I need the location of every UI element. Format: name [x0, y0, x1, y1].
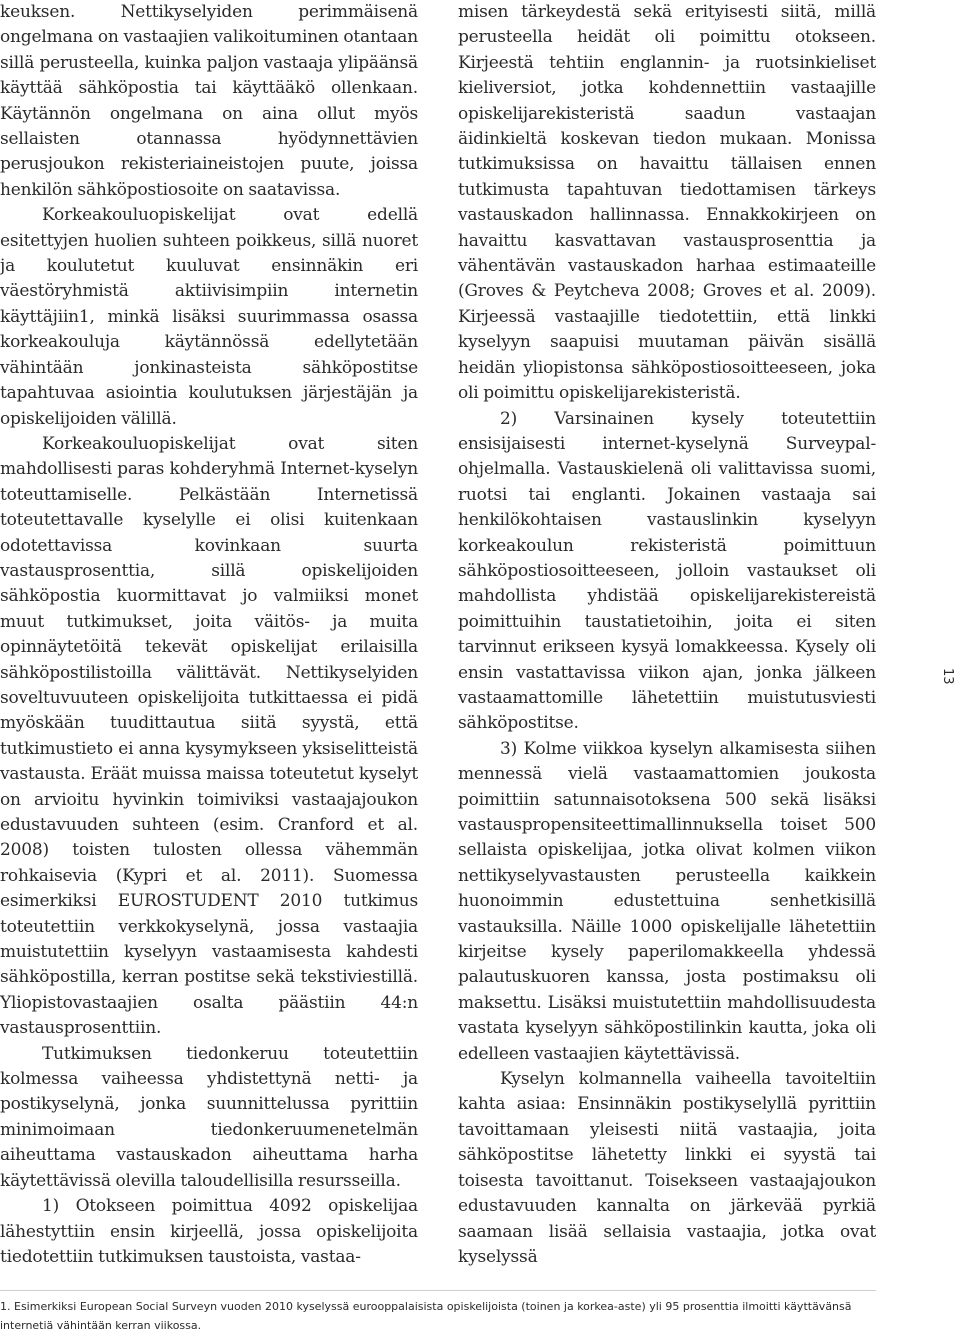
right-paragraph-3: 3) Kolme viikkoa kyselyn alkamisesta siihen mennessä vielä vastaamattomien joukosta poimittiin satunnaisotoksena 500 sekä lisäksi vastauspropensiteettimallinnuksella toiset 500 sellaista opiskelijaa, jotka olivat kolmen viikon nettikyselyvastausten perusteella kaikkein huonoimmin edustettuina senhetkisillä vastauksilla. Näille 1000 opiskelijalle lähetettiin kirjeitse kysely paperilomakkeella yhdessä palautuskuoren kanssa, josta postimaksu oli maksettu. Lisäksi muistutettiin mahdollisuudesta vastata kyselyyn sähköpostilinkin kautta, joka oli edelleen vastaajien käytettävissä.: [458, 738, 876, 1064]
right-paragraph-1: misen tärkeydestä sekä erityisesti siitä, millä perusteella heidät oli poimittu otokseen. Kirjeestä tehtiin englannin- ja ruotsinkieliset kieliversiot, jotka kohdennettiin vastaajille opiskelijarekisteristä saadun vastaajan äidinkieltä koskevan tiedon mukaan. Monissa tutkimuksissa on havaittu tällaisen ennen tutkimusta tapahtuvan tiedottamisen tärkeys vastauskadon hallinnassa. Ennakkokirjeen on havaittu kasvattavan vastausprosenttia ja vähentävän vastauskadon harhaa estimaateille (Groves & Peytcheva 2008; Groves et al. 2009). Kirjeessä vastaajille tiedotettiin, että linkki kyselyyn saapuisi muutaman päivän sisällä heidän yliopistonsa sähköpostiosoitteeseen, joka oli poimittu opiskelijarekisteristä.: [458, 2, 876, 404]
right-paragraph-4: Kyselyn kolmannella vaiheella tavoiteltiin kahta asiaa: Ensinnäkin postikyselyllä pyrittiin tavoittamaan yleisesti niitä vastaajia, joita sähköpostitse lähetetty linkki ei syystä tai toisesta tavoittanut. Toisekseen vastaajajoukon edustavuuden kannalta on järkevää pyrkiä saamaan lisää sellaisia vastaajia, jotka ovat kyselyssä: [458, 1069, 876, 1267]
left-paragraph-2: Korkeakouluopiskelijat ovat edellä esitettyjen huolien suhteen poikkeus, sillä nuoret ja koulutetut kuuluvat ensinnäkin eri väestöryhmistä aktiivisimpiin internetin käyttäjiin1, minkä lisäksi suurimmassa osassa korkeakouluja käytännössä edellytetään vähintään jonkinasteista sähköpostitse tapahtuvaa asiointia koulutuksen järjestäjän ja opiskelijoiden välillä.: [0, 205, 418, 429]
left-paragraph-5: 1) Otokseen poimittua 4092 opiskelijaa lähestyttiin ensin kirjeellä, jossa opiskelijoita tiedotettiin tutkimuksen taustoista, vastaa-: [0, 1196, 418, 1267]
right-text-column: [458, 0, 876, 1270]
left-paragraph-4: Tutkimuksen tiedonkeruu toteutettiin kolmessa vaiheessa yhdistettynä netti- ja postikyselynä, jonka suunnittelussa pyrittiin minimoimaan tiedonkeruumenetelmän aiheuttama vastauskadon aiheuttama harha käytettävissä olevilla taloudellisilla resursseilla.: [0, 1043, 418, 1191]
left-paragraph-3: Korkeakouluopiskelijat ovat siten mahdollisesti paras kohderyhmä Internet-kyselyn toteuttamiselle. Pelkästään Internetissä toteutettavalle kyselylle ei olisi kuitenkaan odotettavissa kovinkaan suurta vastausprosenttia, sillä opiskelijoiden sähköpostia kuormittavat jo valmiiksi monet muut tutkimukset, joita väitös- ja muita opinnäytetöitä tekevät opiskelijat erilaisilla sähköpostilistoilla välittävät. Nettikyselyiden soveltuvuuteen opiskelijoita tutkittaessa ei pidä myöskään tuudittautua siitä syystä, että tutkimustieto ei anna kysymykseen yksiselitteistä vastausta. Eräät muissa maissa toteutetut kyselyt on arvioitu hyvinkin toimiviksi vastaajajoukon edustavuuden suhteen (esim. Cranford et al. 2008) toisten tulosten ollessa vähemmän rohkaisevia (Kypri et al. 2011). Suomessa esimerkiksi EUROSTUDENT 2010 tutkimus toteutettiin verkkokyselynä, jossa vastaajia muistutettiin kyselyyn vastaamisesta kahdesti sähköpostilla, kerran postitse sekä tekstiviestillä. Yliopistovastaajien osalta päästiin 44:n vastausprosenttiin.: [0, 433, 418, 1039]
left-text-column: [0, 0, 418, 1270]
left-paragraph-1: keuksen. Nettikyselyiden perimmäisenä ongelmana on vastaajien valikoituminen otantaan sillä perusteella, kuinka paljon vastaaja ylipäänsä käyttää sähköpostia tai käyttääkö ollenkaan. Käytännön ongelmana on aina ollut myös sellaisten otannassa hyödynnettävien perusjoukon rekisteriaineistojen puute, joissa henkilön sähköpostiosoite on saatavissa.: [0, 2, 418, 200]
right-paragraph-2: 2) Varsinainen kysely toteutettiin ensisijaisesti internet-kyselynä Surveypal-ohjelmalla. Vastauskielenä oli valittavissa suomi, ruotsi tai englanti. Jokainen vastaaja sai henkilökohtaisen vastauslinkin kyselyyn korkeakoulun rekisteristä poimittuun sähköpostiosoitteeseen, jolloin vastaukset oli mahdollista yhdistää opiskelijarekistereistä poimittuihin taustatietoihin, joita ei siten tarvinnut erikseen kysyä lomakkeessa. Kysely oli ensin vastattavissa viikon ajan, jonka jälkeen vastaamattomille lähetettiin muistutusviesti sähköpostitse.: [458, 408, 876, 734]
footnote-divider: [0, 1290, 876, 1291]
footnote: 1. Esimerkiksi European Social Surveyn vuoden 2010 kyselyssä eurooppalaisista opiskelijoista (toinen ja korkea-aste) yli 95 prosenttia ilmoitti käyttävänsä internetiä vähintään kerran viikossa.: [0, 1300, 852, 1332]
page-number: 13: [940, 668, 955, 685]
